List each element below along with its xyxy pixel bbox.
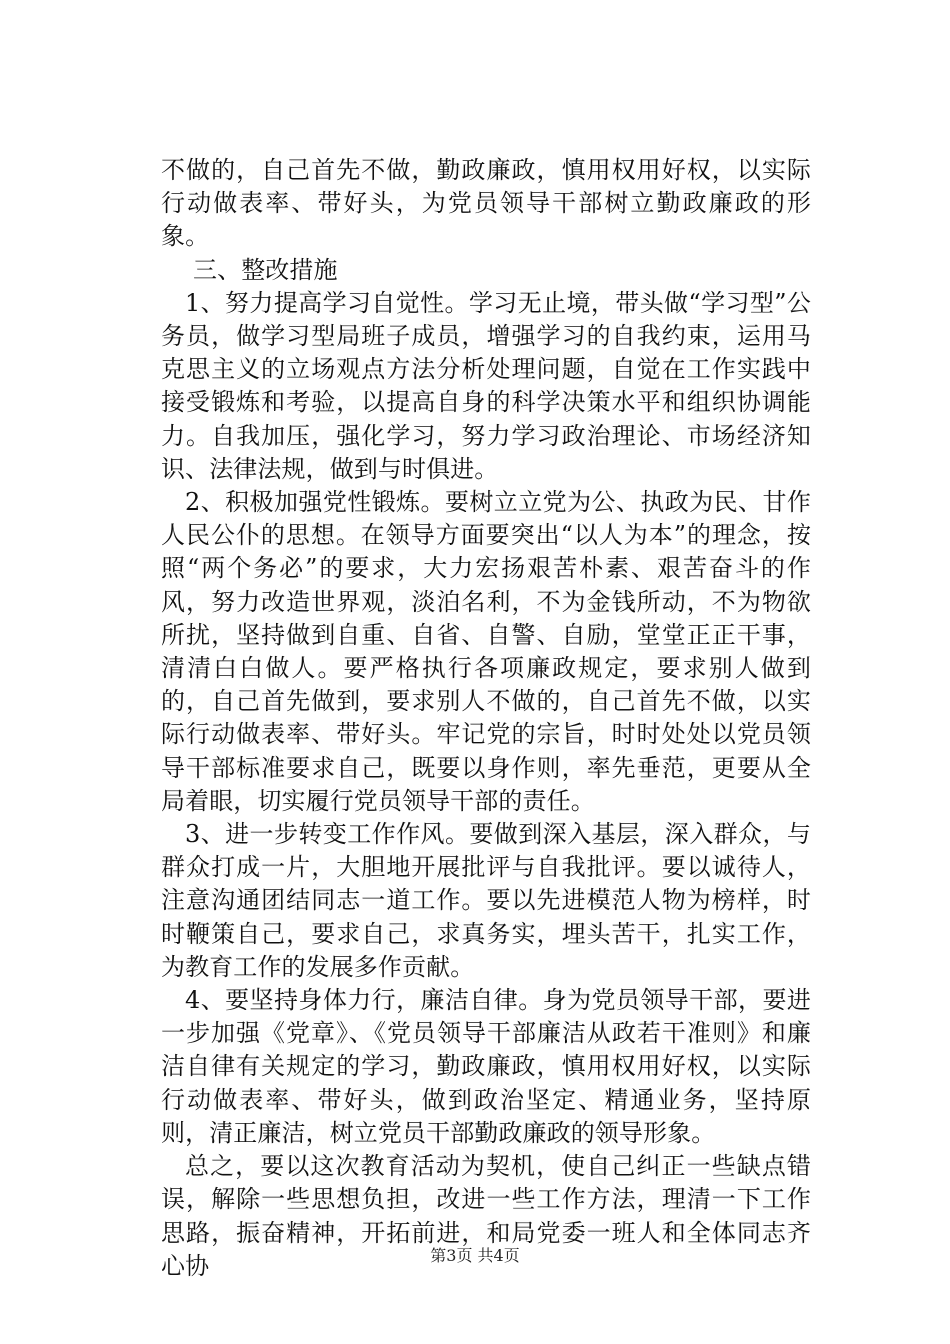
section-heading: 三、整改措施	[193, 255, 338, 284]
paragraph-measure-3: 3、进一步转变工作作风。要做到深入基层，深入群众，与群众打成一片，大胆地开展批评与自我批评。要以诚待人，注意沟通团结同志一道工作。要以先进模范人物为榜样，时时鞭策自己，要求自己，求真务实，埋头苦干，扎实工作，为教育工作的发展多作贡献。	[161, 820, 811, 981]
paragraph-measure-4: 4、要坚持身体力行，廉洁自律。身为党员领导干部，要进一步加强《党章》、《党员领导干部廉洁从政若干准则》和廉洁自律有关规定的学习，勤政廉政，慎用权用好权，以实际行动做表率、带好头，做到政治坚定、精通业务，坚持原则，清正廉洁，树立党员干部勤政廉政的领导形象。	[161, 986, 811, 1147]
paragraph-measure-1: 1、努力提高学习自觉性。学习无止境，带头做“学习型”公务员，做学习型局班子成员，增强学习的自我约束，运用马克思主义的立场观点方法分析处理问题，自觉在工作实践中接受锻炼和考验，以提高自身的科学决策水平和组织协调能力。自我加压，强化学习，努力学习政治理论、市场经济知识、法律法规，做到与时俱进。	[161, 288, 811, 483]
paragraph-measure-2: 2、积极加强党性锻炼。要树立立党为公、执政为民、甘作人民公仆的思想。在领导方面要突出“以人为本”的理念，按照“两个务必”的要求，大力宏扬艰苦朴素、艰苦奋斗的作风，努力改造世界观，淡泊名利，不为金钱所动，不为物欲所扰，坚持做到自重、自省、自警、自励，堂堂正正干事，清清白白做人。要严格执行各项廉政规定，要求别人做到的，自己首先做到，要求别人不做的，自己首先不做，以实际行动做表率、带好头。牢记党的宗旨，时时处处以党员领导干部标准要求自己，既要以身作则，率先垂范，更要从全局着眼，切实履行党员领导干部的责任。	[161, 488, 811, 815]
paragraph-conclusion: 总之，要以这次教育活动为契机，使自己纠正一些缺点错误，解除一些思想负担，改进一些工作方法，理清一下工作思路，振奋精神，开拓前进，和局党委一班人和全体同志齐心协	[161, 1152, 811, 1280]
page-number-footer: 第3页 共4页	[430, 1246, 520, 1265]
document-body	[161, 154, 811, 1283]
paragraph-continuation: 不做的，自己首先不做，勤政廉政，慎用权用好权，以实际行动做表率、带好头，为党员领导干部树立勤政廉政的形象。	[161, 156, 811, 251]
